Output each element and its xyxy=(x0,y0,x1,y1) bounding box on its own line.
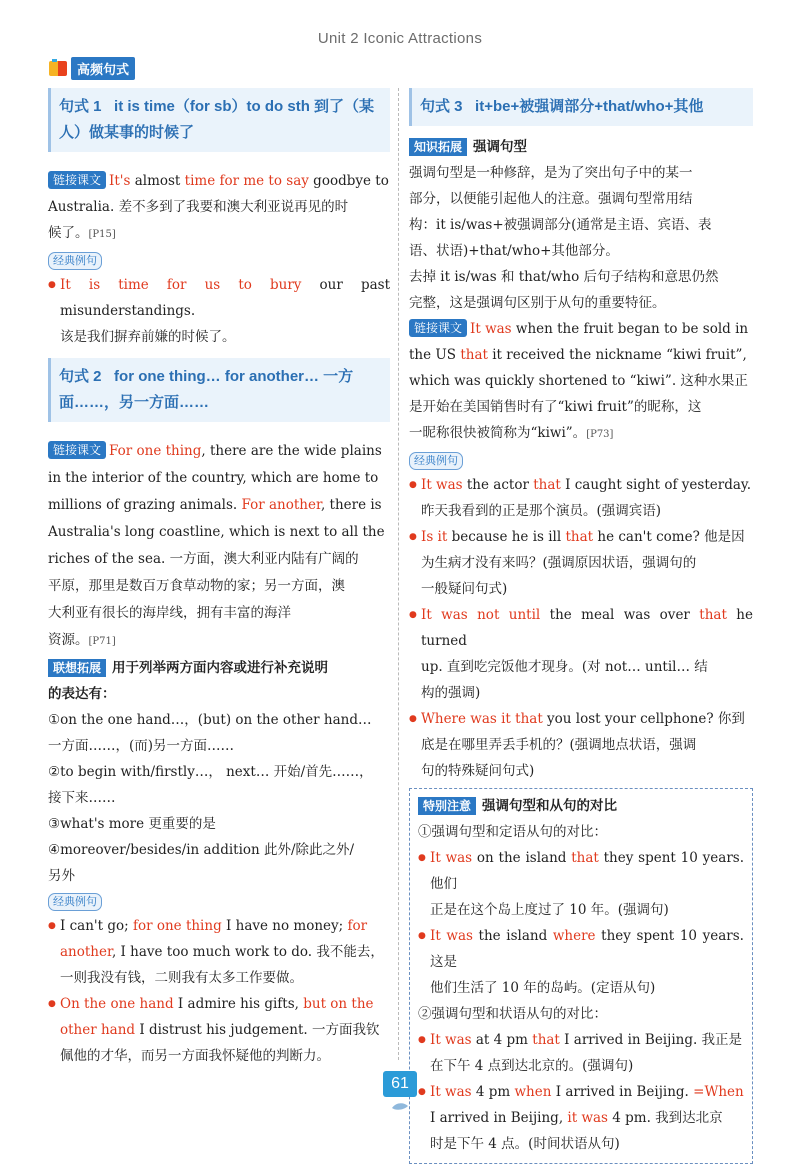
text: almost xyxy=(130,173,185,189)
p1-example-line2: Australia. 差不多到了我要和澳大利亚说再见的时 xyxy=(48,199,349,215)
text: 一昵称很快被简称为“kiwi”。 xyxy=(409,425,587,441)
text: our past misunderstandings. xyxy=(60,277,390,319)
p1-classic-sentence xyxy=(48,272,390,324)
text: when the fruit began to be sold in xyxy=(511,321,749,337)
text: he can't come? 他是因 xyxy=(593,529,745,545)
text: , there is xyxy=(320,497,382,513)
highlight: It's xyxy=(109,173,131,189)
text: 强调句型和从句的对比 xyxy=(482,798,618,813)
special-c1: ①强调句型和定语从句的对比： xyxy=(418,824,607,840)
highlight: It was xyxy=(430,928,473,944)
text: 4 pm. 我到达北京 xyxy=(607,1110,723,1126)
link-text-badge: 链接课文 xyxy=(48,171,106,189)
knowledge-line-3: 构：it is/was+被强调部分(通常是主语、宾语、表 xyxy=(409,217,712,233)
knowledge-line-6: 完整，这是强调句区别于从句的重要特征。 xyxy=(409,295,666,311)
p2-example-line3 xyxy=(48,492,390,519)
highlight: Is it xyxy=(421,529,448,545)
left-column xyxy=(48,88,390,1069)
highlight: It was xyxy=(470,321,512,337)
special-c1-s2 xyxy=(418,923,744,975)
highlight: =When xyxy=(693,1084,744,1100)
extension-heading-2: 的表达有： xyxy=(48,686,116,701)
classic-example-badge: 经典例句 xyxy=(48,893,102,911)
highlight: it was xyxy=(567,1110,608,1126)
p3-classic-e2-zh1: 为生病才没有来吗？(强调原因状语，强调句的 xyxy=(421,555,697,571)
extension-badge: 联想拓展 xyxy=(48,659,106,677)
special-c2: ②强调句型和状语从句的对比： xyxy=(418,1006,607,1022)
text: you lost your cellphone? 你到 xyxy=(542,711,745,727)
pattern-1-prefix: 句式 1 xyxy=(59,98,102,115)
ext-item-2: ②to begin with/firstly…， next… 开始/首先……， xyxy=(48,764,373,780)
link-text-badge: 链接课文 xyxy=(48,441,106,459)
page-ref: [P71] xyxy=(88,636,116,647)
text: at 4 pm xyxy=(471,1032,533,1048)
p3-classic-e4-zh2: 句的特殊疑问句式) xyxy=(421,763,535,779)
knowledge-line-2: 部分，以便能引起他人的注意。强调句型常用结 xyxy=(409,191,693,207)
knowledge-line-4: 语、状语)+that/who+其他部分。 xyxy=(409,243,619,259)
p3-example-line2 xyxy=(409,342,753,368)
section-tag-label: 高频句式 xyxy=(71,57,135,80)
special-c1-s2-zh: 他们生活了 10 年的岛屿。(定语从句) xyxy=(430,980,656,996)
text: 候了。 xyxy=(48,225,89,241)
text: 资源。 xyxy=(48,632,89,648)
pattern-2-title: for one thing… for another… 一方面……，另一方面…… xyxy=(59,368,354,411)
ext-classic-s2-zh: 佩他的才华，而另一方面我怀疑他的判断力。 xyxy=(60,1048,330,1064)
p2-example-line6: 平原，那里是数百万食草动物的家；另一方面，澳 xyxy=(48,578,345,594)
ext-item-4: ④moreover/besides/in addition 此外/除此之外/ xyxy=(48,842,355,858)
text: 用于列举两方面内容或进行补充说明 xyxy=(112,660,329,675)
p3-classic-e4-zh1: 底是在哪里弄丢手机的？(强调地点状语，强调 xyxy=(421,737,697,753)
page-ref: [P15] xyxy=(88,229,116,240)
text: I arrived in Beijing, xyxy=(430,1110,568,1126)
ext-item-3: ③what's more 更重要的是 xyxy=(48,816,216,832)
highlight: For another xyxy=(241,497,321,513)
p3-example-line5 xyxy=(409,420,753,448)
page-header-title: Unit 2 Iconic Attractions xyxy=(317,30,483,47)
text: the US xyxy=(409,347,461,363)
p3-classic-e3-l2: up. 直到吃完饭他才现身。(对 not… until… 结 xyxy=(421,659,708,675)
text: the actor xyxy=(462,477,534,493)
text: 4 pm xyxy=(471,1084,515,1100)
highlight: for one thing xyxy=(132,918,222,934)
page-ref: [P73] xyxy=(586,429,614,440)
text: because he is ill xyxy=(447,529,566,545)
text: , there are the wide plains xyxy=(201,443,382,459)
text: I can't go; xyxy=(60,918,133,934)
p3-classic-e1-zh: 昨天我看到的正是那个演员。(强调宾语) xyxy=(421,503,662,519)
classic-example-badge: 经典例句 xyxy=(48,252,102,270)
p1-example-line3 xyxy=(48,220,390,248)
p2-example-line4: Australia's long coastline, which is next to all the xyxy=(48,524,385,540)
text: , I have too much work to do. 我不能去， xyxy=(111,944,384,960)
special-c2-s2 xyxy=(418,1079,744,1105)
pattern-1-title: it is time（for sb）to do sth 到了（某人）做某事的时候了 xyxy=(59,98,375,141)
ext-item-4-zh: 另外 xyxy=(48,868,75,884)
text: the meal was over xyxy=(540,607,700,623)
ext-item-1-zh: 一方面……，(而)另一方面…… xyxy=(48,738,235,754)
special-c1-s1 xyxy=(418,845,744,897)
text: I admire his gifts, xyxy=(173,996,304,1012)
highlight: For one thing xyxy=(109,443,202,459)
pattern-2-prefix: 句式 2 xyxy=(59,368,102,385)
highlight: other hand xyxy=(60,1022,136,1038)
ext-item-1: ①on the one hand…，(but) on the other hand… xyxy=(48,712,372,728)
highlight: that xyxy=(571,850,599,866)
ext-classic-s1-line2 xyxy=(48,939,390,965)
text: he turned xyxy=(421,607,753,649)
special-c1-s1-zh: 正是在这个岛上度过了 10 年。(强调句) xyxy=(430,902,669,918)
text: I arrived in Beijing. 我正是 xyxy=(559,1032,743,1048)
right-column xyxy=(409,88,753,1164)
text: I distrust his judgement. 一方面我钦 xyxy=(135,1022,380,1038)
text: they spent 10 years. 他们 xyxy=(430,850,744,892)
p2-example-line1 xyxy=(48,438,390,465)
pattern-3-prefix: 句式 3 xyxy=(420,98,463,115)
text: I have no money; xyxy=(221,918,348,934)
ext-item-2-zh: 接下来…… xyxy=(48,790,116,806)
book-icon xyxy=(48,58,70,78)
ext-classic-s2-line2 xyxy=(48,1017,390,1043)
text: I caught sight of yesterday. xyxy=(560,477,752,493)
special-note-badge: 特别注意 xyxy=(418,797,476,815)
section-tag xyxy=(48,57,135,79)
highlight: It was not until xyxy=(421,607,541,623)
text: 强调句型 xyxy=(473,139,528,154)
p3-classic-e3-l3: 构的强调) xyxy=(421,685,481,701)
text: it received the nickname “kiwi fruit”, xyxy=(487,347,747,363)
pattern-3-title: it+be+被强调部分+that/who+其他 xyxy=(475,98,704,115)
pattern-1-box xyxy=(48,88,390,152)
p3-classic-e2-zh2: 一般疑问句式) xyxy=(421,581,508,597)
text: I arrived in Beijing. xyxy=(551,1084,694,1100)
classic-example-badge: 经典例句 xyxy=(409,452,463,470)
leaf-icon xyxy=(390,1100,410,1112)
special-c2-s2-l2 xyxy=(418,1105,744,1131)
ext-classic-s1-zh: 一则我没有钱，二则我有太多工作要做。 xyxy=(60,970,303,986)
highlight: that xyxy=(533,477,561,493)
p3-classic-e1 xyxy=(409,472,753,498)
p3-classic-e2 xyxy=(409,524,753,550)
p3-example-line3: which was quickly shortened to “kiwi”. 这种水果正 xyxy=(409,373,748,389)
knowledge-line-1: 强调句型是一种修辞，是为了突出句子中的某一 xyxy=(409,165,693,181)
knowledge-line-5: 去掉 it is/was 和 that/who 后句子结构和意思仍然 xyxy=(409,269,719,285)
highlight: another xyxy=(60,944,112,960)
highlight: where xyxy=(552,928,596,944)
highlight: that xyxy=(565,529,594,545)
special-c2-s1-zh: 在下午 4 点到达北京的。(强调句) xyxy=(430,1058,634,1074)
p2-example-line2: in the interior of the country, which are home to xyxy=(48,470,379,486)
highlight: when xyxy=(514,1084,552,1100)
highlight: It was xyxy=(421,477,463,493)
highlight: It was xyxy=(430,1084,472,1100)
special-c2-s1 xyxy=(418,1027,744,1053)
highlight: Where was it that xyxy=(421,711,543,727)
highlight: time for me to say xyxy=(184,173,309,189)
knowledge-badge: 知识拓展 xyxy=(409,138,467,156)
p2-example-line8 xyxy=(48,627,390,655)
p1-classic-translation: 该是我们摒弃前嫌的时候了。 xyxy=(60,329,236,345)
p2-example-line7: 大利亚有很长的海岸线，拥有丰富的海洋 xyxy=(48,605,291,621)
highlight: that xyxy=(532,1032,560,1048)
highlight: It is time for us to bury xyxy=(60,277,302,293)
knowledge-heading xyxy=(409,134,753,160)
p3-classic-e3 xyxy=(409,602,753,654)
special-note-box xyxy=(409,788,753,1164)
highlight: for xyxy=(347,918,368,934)
highlight: It was xyxy=(430,1032,472,1048)
text: millions of grazing animals. xyxy=(48,497,242,513)
extension-heading xyxy=(48,655,390,681)
page-number: 61 xyxy=(383,1071,417,1097)
text: on the island xyxy=(472,850,572,866)
text: goodbye to xyxy=(308,173,389,189)
pattern-3-box xyxy=(409,88,753,126)
p3-example-line4: 是开始在美国销售时有了“kiwi fruit”的昵称，这 xyxy=(409,399,702,415)
ext-classic-s1-line1 xyxy=(48,913,390,939)
highlight: that xyxy=(460,347,488,363)
highlight: It was xyxy=(430,850,473,866)
link-text-badge: 链接课文 xyxy=(409,319,467,337)
p3-classic-e4 xyxy=(409,706,753,732)
p2-example-line5: riches of the sea. 一方面，澳大利亚内陆有广阔的 xyxy=(48,551,359,567)
p1-example-line1 xyxy=(48,168,390,194)
highlight: that xyxy=(699,607,727,623)
highlight: but on the xyxy=(303,996,374,1012)
text: they spent 10 years. 这是 xyxy=(430,928,744,970)
special-note-heading xyxy=(418,793,744,819)
special-c2-s2-zh: 时是下午 4 点。(时间状语从句) xyxy=(430,1136,620,1152)
text: the island xyxy=(472,928,553,944)
column-divider xyxy=(398,88,399,1060)
pattern-2-box xyxy=(48,358,390,422)
highlight: On the one hand xyxy=(60,996,174,1012)
ext-classic-s2-line1 xyxy=(48,991,390,1017)
p3-example-line1 xyxy=(409,316,753,342)
